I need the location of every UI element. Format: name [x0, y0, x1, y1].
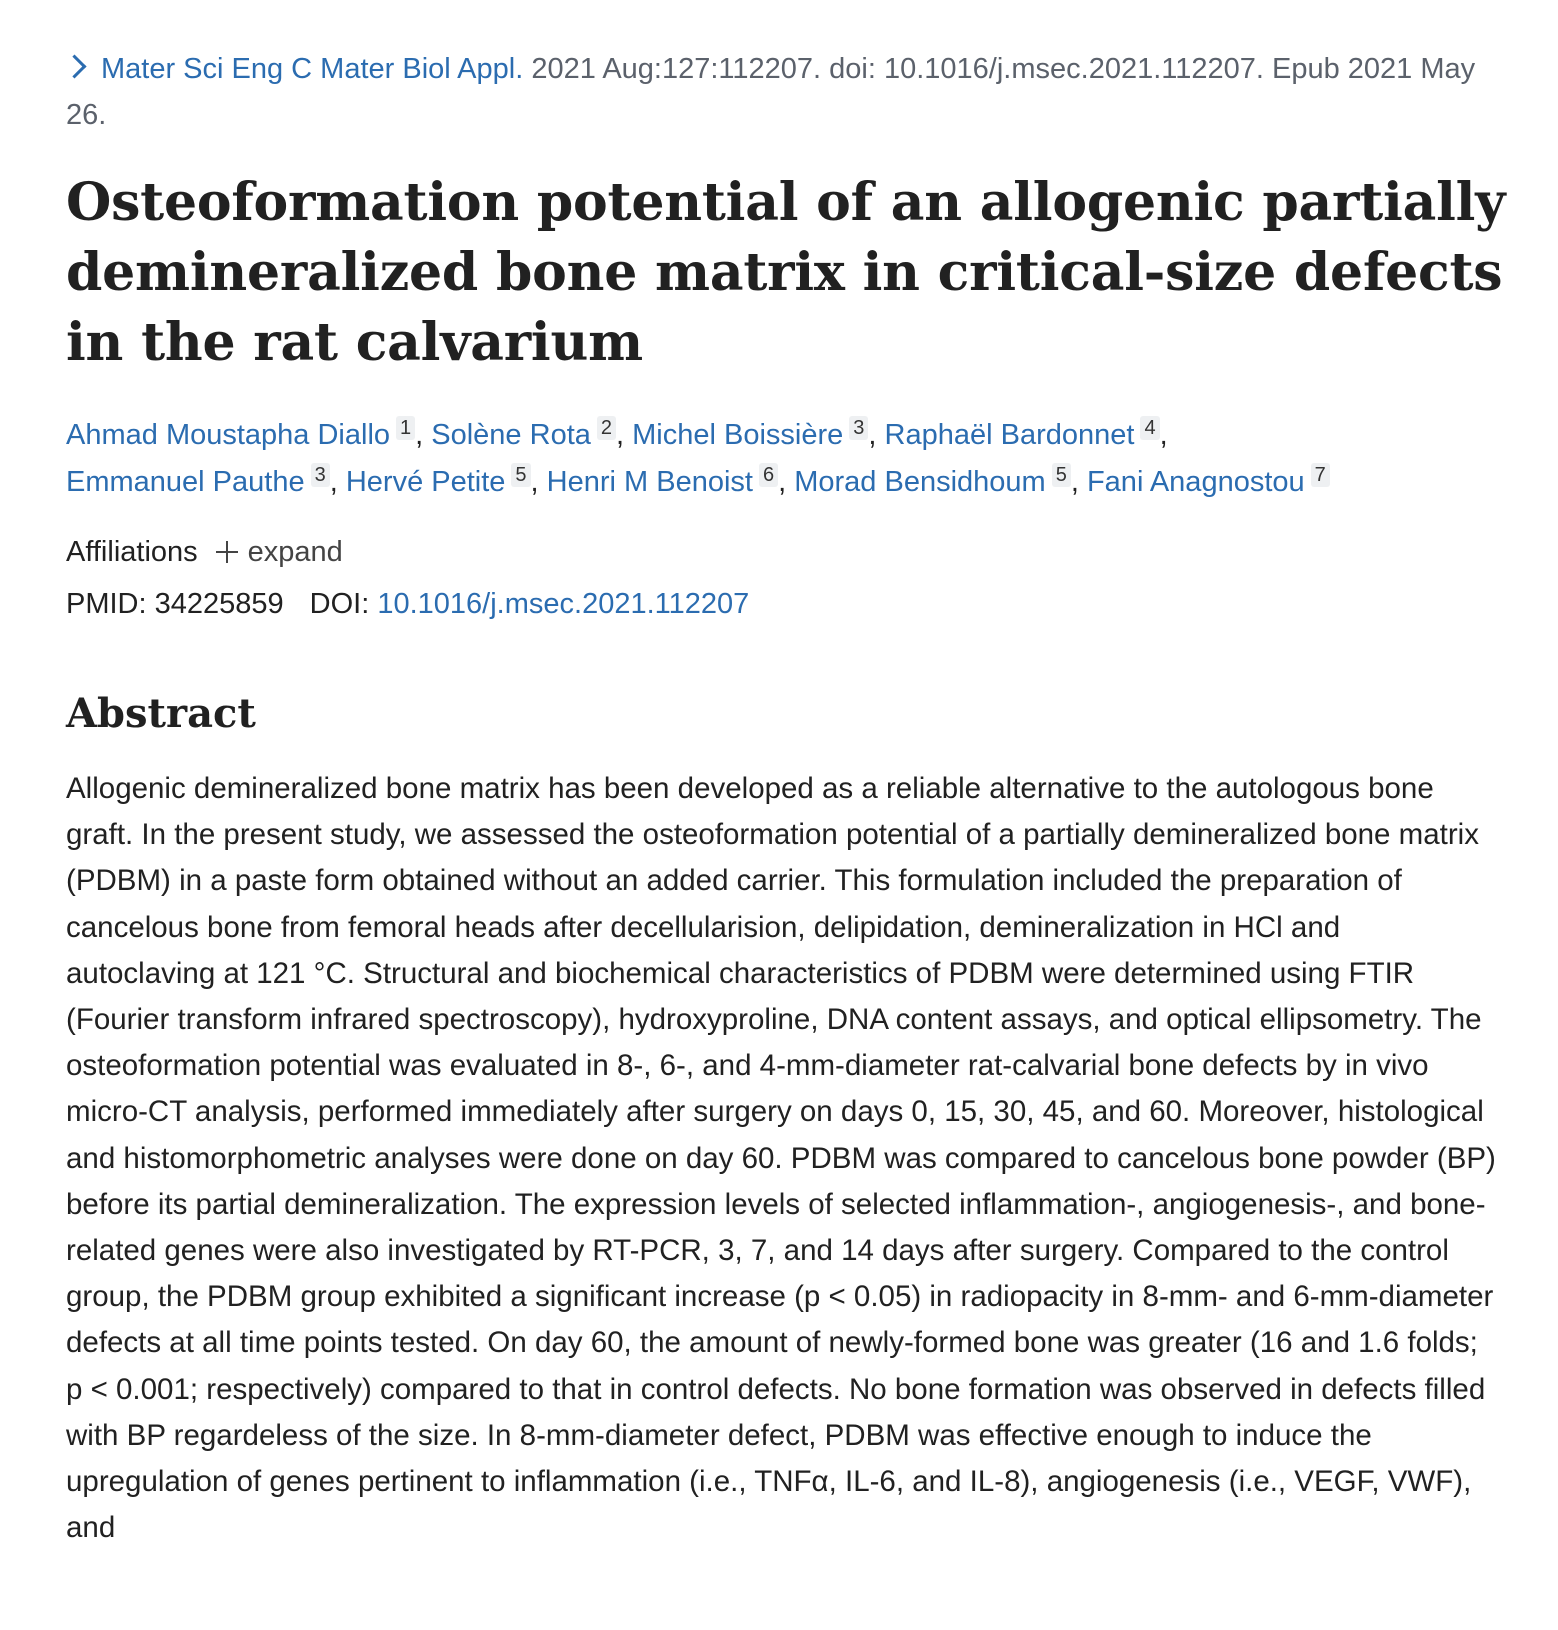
affiliations-label: Affiliations [66, 536, 198, 568]
author-item [431, 419, 616, 451]
author-link[interactable]: Solène Rota [431, 419, 591, 451]
author-link[interactable]: Fani Anagnostou [1086, 466, 1305, 498]
article-title: Osteoformation potential of an allogenic partially demineralized bone matrix in critical-size defects in the rat calvarium [66, 172, 1506, 373]
chevron-right-icon[interactable] [62, 54, 86, 78]
author-item [1087, 466, 1330, 498]
citation-line [66, 46, 1486, 138]
author-item [794, 466, 1071, 498]
author-link[interactable]: Ahmad Moustapha Diallo [66, 419, 391, 451]
affiliation-ref[interactable]: 3 [311, 463, 330, 487]
affiliation-ref[interactable]: 2 [597, 416, 616, 440]
affiliation-ref[interactable]: 5 [1052, 463, 1071, 487]
author-item [632, 419, 868, 451]
affiliation-ref[interactable]: 7 [1311, 463, 1330, 487]
author-item [66, 419, 415, 451]
journal-link[interactable]: Mater Sci Eng C Mater Biol Appl. [101, 53, 524, 85]
abstract-heading: Abstract [66, 690, 256, 737]
author-link[interactable]: Emmanuel Pauthe [66, 466, 305, 498]
expand-affiliations-button[interactable] [216, 536, 343, 568]
author-link[interactable]: Raphaël Bardonnet [884, 419, 1135, 451]
affiliation-ref[interactable]: 4 [1140, 416, 1159, 440]
abstract-text: Allogenic demineralized bone matrix has been developed as a reliable alternative to the autologous bone graft. In the present study, we assessed the osteoformation potential of a partially demineralized bone matrix (PDBM) in a paste form obtained without an added carrier. This formulation included the preparation of cancelous bone from femoral heads after decellularision, delipidation, demineralization in HCl and autoclaving at 121 °C. Structural and biochemical characteristics of PDBM were determined using FTIR (Fourier transform infrared spectroscopy), hydroxyproline, DNA content assays, and optical ellipsometry. The osteoformation potential was evaluated in 8-, 6-, and 4-mm-diameter rat-calvarial bone defects by in vivo micro-CT analysis, performed immediately after surgery on days 0, 15, 30, 45, and 60. Moreover, histological and histomorphometric analyses were done on day 60. PDBM was compared to cancelous bone powder (BP) before its partial demineralization. The expression levels of selected inflammation-, angiogenesis-, and bone-related genes were also investigated by RT-PCR, 3, 7, and 14 days after surgery. Compared to the control group, the PDBM group exhibited a significant increase (p < 0.05) in radiopacity in 8-mm- and 6-mm-diameter defects at all time points tested. On day 60, the amount of newly-formed bone was greater (16 and 1.6 folds; p < 0.001; respectively) compared to that in control defects. No bone formation was observed in defects filled with BP regardeless of the size. In 8-mm-diameter defect, PDBM was effective enough to induce the upregulation of genes pertinent to inflammation (i.e., TNFα, IL-6, and IL-8), angiogenesis (i.e., VEGF, VWF), and [66, 772, 1496, 1545]
affiliation-ref[interactable]: 6 [759, 463, 778, 487]
pmid-label: PMID: [66, 588, 147, 620]
identifiers-row [66, 582, 749, 626]
author-item [346, 466, 531, 498]
doi-link[interactable]: 10.1016/j.msec.2021.112207 [377, 588, 750, 620]
expand-label: expand [247, 536, 343, 568]
author-link[interactable]: Michel Boissière [632, 419, 844, 451]
author-link[interactable]: Henri M Benoist [546, 466, 753, 498]
author-link[interactable]: Hervé Petite [345, 466, 506, 498]
affiliation-ref[interactable]: 5 [511, 463, 530, 487]
author-item [547, 466, 778, 498]
plus-icon [216, 541, 238, 563]
citation-details: 2021 Aug:127:112207. doi: 10.1016/j.msec.2021.112207. Epub 2021 May 26. [66, 53, 1476, 131]
author-item [885, 419, 1160, 451]
author-item [66, 466, 330, 498]
author-list: Ahmad Moustapha Diallo 1 , Solène Rota 2 , Michel Boissière 3 , Raphaël Bardonnet 4 , Emmanuel Pauthe 3 , Hervé Petite 5 , Henri M Benoist 6 , Morad Bensidhoum 5 , Fani Anagnostou 7 [66, 412, 1516, 506]
author-link[interactable]: Morad Bensidhoum [794, 466, 1046, 498]
affiliation-ref[interactable]: 3 [849, 416, 868, 440]
affiliations-row [66, 530, 343, 574]
affiliation-ref[interactable]: 1 [396, 416, 415, 440]
doi-label: DOI: [309, 588, 370, 620]
pmid-value: 34225859 [154, 588, 284, 620]
